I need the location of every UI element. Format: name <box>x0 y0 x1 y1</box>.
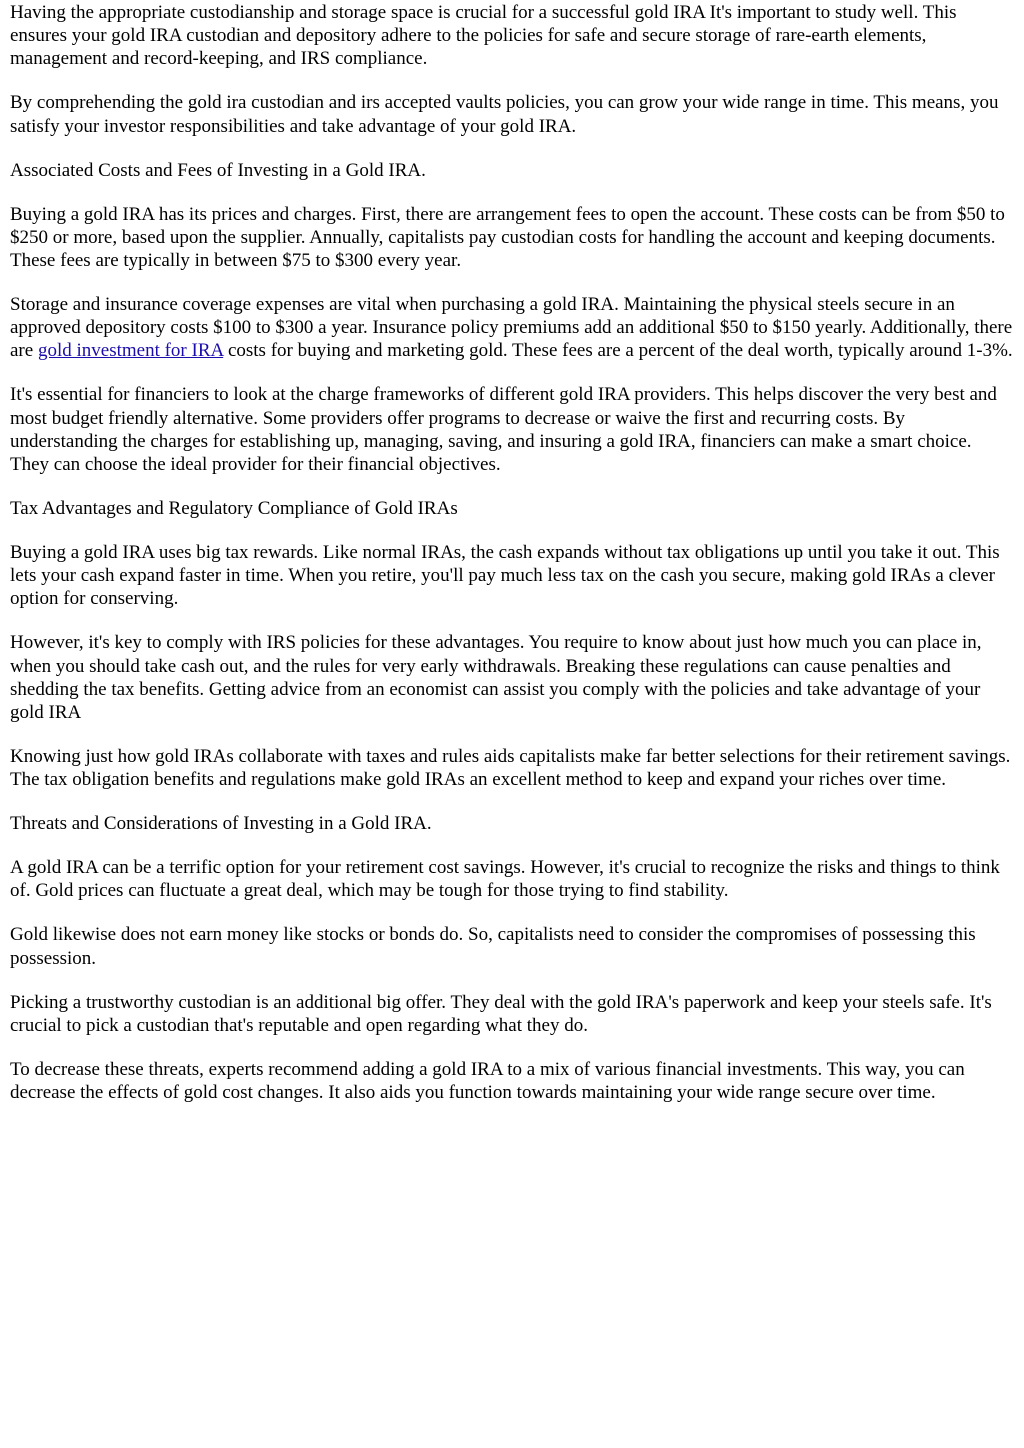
section-heading-costs: Associated Costs and Fees of Investing in a Gold IRA. <box>10 159 426 181</box>
paragraph-diversification: To decrease these threats, experts recommend adding a gold IRA to a mix of various financial investments. This way, you can decrease the effects of gold cost changes. It also aids you function towards maintaining your wide range secure over time. <box>10 1058 965 1104</box>
paragraph-no-income: Gold likewise does not earn money like stocks or bonds do. So, capitalists need to consider the compromises of possessing this possession. <box>10 924 976 969</box>
gold-investment-link[interactable]: gold investment for IRA <box>37 340 224 362</box>
paragraph-tax-summary: Knowing just how gold IRAs collaborate with taxes and rules aids capitalists make far better selections for their retirement savings. The tax obligation benefits and regulations make gold IRAs an excellent method to keep and expand your riches over time. <box>10 746 1011 791</box>
paragraph-price-volatility: A gold IRA can be a terrific option for your retirement cost savings. However, it's crucial to recognize the risks and things to think of. Gold prices can fluctuate a great deal, which may be tough for those trying to find stability. <box>10 857 1000 902</box>
paragraph-storage-text-before: Storage and insurance coverage expenses are vital when purchasing a gold IRA. Maintaining the physical steels secure in an approved depository costs $100 to $300 a year. Insurance policy premiums add an additional $50 to $150 yearly. Additionally, there are <box>10 294 1013 362</box>
paragraph-vault-policies: By comprehending the gold ira custodian and irs accepted vaults policies, you can grow your wide range in time. This means, you satisfy your investor responsibilities and take advantage of your gold IRA. <box>10 92 999 137</box>
section-heading-risks: Threats and Considerations of Investing in a Gold IRA. <box>10 813 432 835</box>
paragraph-storage-text-after: costs for buying and marketing gold. These fees are a percent of the deal worth, typically around 1-3%. <box>223 340 1013 362</box>
paragraph-custodian-choice: Picking a trustworthy custodian is an additional big offer. They deal with the gold IRA's paperwork and keep your steels safe. It's crucial to pick a custodian that's reputable and open regarding what they do. <box>10 991 992 1036</box>
section-heading-tax: Tax Advantages and Regulatory Compliance of Gold IRAs <box>10 498 458 520</box>
paragraph-custodianship: Having the appropriate custodianship and storage space is crucial for a successful gold IRA It's important to study well. This ensures your gold IRA custodian and depository adhere to the policies for safe and secure storage of rare-earth elements, management and record-keeping, and IRS compliance. <box>10 2 957 70</box>
paragraph-setup-fees: Buying a gold IRA has its prices and charges. First, there are arrangement fees to open the account. These costs can be from $50 to $250 or more, based upon the supplier. Annually, capitalists pay custodian costs for handling the account and keeping documents. These fees are typically in between $75 to $300 every year. <box>10 203 1005 272</box>
paragraph-tax-rewards: Buying a gold IRA uses big tax rewards. Like normal IRAs, the cash expands without tax obligations up until you take it out. This lets your cash expand faster in time. When you retire, you'll pay much less tax on the cash you secure, making gold IRAs a clever option for conserving. <box>10 542 1000 610</box>
paragraph-compare-providers: It's essential for financiers to look at the charge frameworks of different gold IRA providers. This helps discover the very best and most budget friendly alternative. Some providers offer programs to decrease or waive the first and recurring costs. By understanding the charges for establishing up, managing, saving, and insuring a gold IRA, financiers can make a smart choice. They can choose the ideal provider for their financial objectives. <box>10 384 997 476</box>
paragraph-irs-policies: However, it's key to comply with IRS policies for these advantages. You require to know about just how much you can place in, when you should take cash out, and the rules for very early withdrawals. Breaking these regulations can cause penalties and shedding the tax benefits. Getting advice from an economist can assist you comply with the policies and take advantage of your gold IRA <box>10 632 982 724</box>
paragraph-storage-insurance <box>10 293 1014 363</box>
